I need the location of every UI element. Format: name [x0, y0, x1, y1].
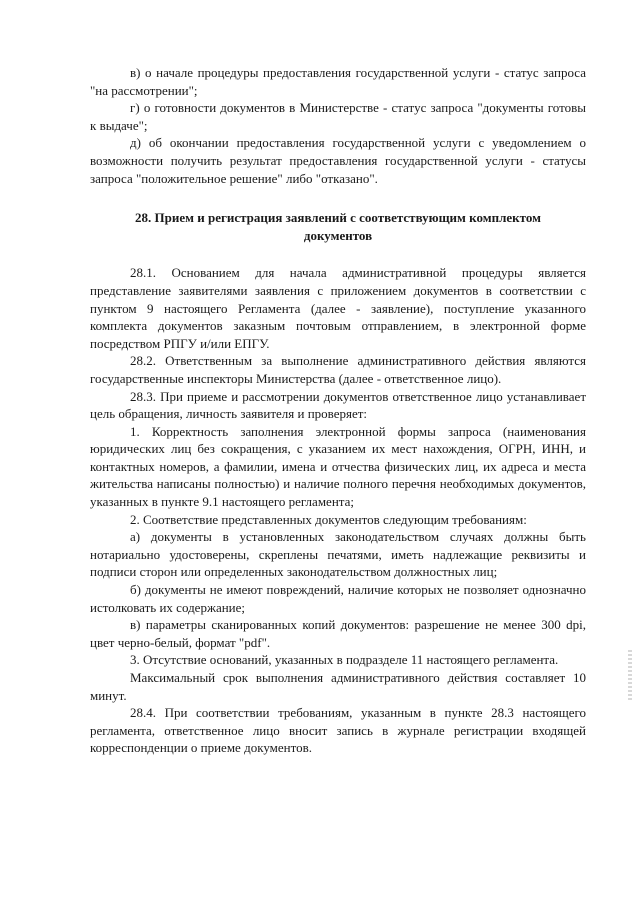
scan-margin-mark [628, 650, 632, 700]
paragraph-item-1: 1. Корректность заполнения электронной формы запроса (наименования юридических лиц без сокращения, с указанием их мест нахождения, ОГРН, ИНН, и контактных номеров, а фамилии, имена и отчества физических лиц, их адреса и места жительства написаны полностью) и наличие полного перечня необходимых документов, указанных в пункте 9.1 настоящего регламента; [90, 423, 586, 510]
paragraph-28-1: 28.1. Основанием для начала административной процедуры является представление заявителями заявления с приложением документов в соответствии с пунктом 9 настоящего Регламента (далее - заявление), поступление указанного комплекта документов заказным почтовым отправлением, в электронной форме посредством РПГУ и/или ЕПГУ. [90, 265, 586, 351]
paragraph-item-2v: в) параметры сканированных копий документов: разрешение не менее 300 dpi, цвет черно-белый, формат "pdf". [90, 617, 586, 650]
paragraph-28-4: 28.4. При соответствии требованиям, указанным в пункте 28.3 настоящего регламента, ответственное лицо вносит запись в журнале регистрации входящей корреспонденции о приеме документов. [90, 705, 586, 756]
paragraph-status-ready: г) о готовности документов в Министерстве - статус запроса "документы готовы к выдаче"; [90, 100, 586, 133]
paragraph-status-review: в) о начале процедуры предоставления государственной услуги - статус запроса "на рассмотрении"; [90, 65, 586, 98]
paragraph-item-2: 2. Соответствие представленных документов следующим требованиям: [130, 511, 527, 527]
section-title: 28. Прием и регистрация заявлений с соответствующим комплектом документов [135, 210, 541, 243]
paragraph-item-2b: б) документы не имеют повреждений, наличие которых не позволяет однозначно истолковать их содержание; [90, 582, 586, 615]
paragraph-status-final: д) об окончании предоставления государственной услуги с уведомлением о возможности получить результат предоставления государственной услуги - статусы запроса "положительное решение" либо "отказано". [90, 135, 586, 186]
paragraph-item-3: 3. Отсутствие оснований, указанных в подразделе 11 настоящего регламента. [130, 652, 559, 668]
paragraph-28-2: 28.2. Ответственным за выполнение административного действия являются государственные инспекторы Министерства (далее - ответственное лицо). [90, 353, 586, 386]
paragraph-max-time: Максимальный срок выполнения административного действия составляет 10 минут. [90, 670, 586, 703]
paragraph-item-2a: а) документы в установленных законодательством случаях должны быть нотариально удостоверены, скреплены печатями, иметь надлежащие реквизиты и подписи сторон или определенных законодательством должностных лиц; [90, 529, 586, 580]
paragraph-28-3: 28.3. При приеме и рассмотрении документов ответственное лицо устанавливает цель обращения, личность заявителя и проверяет: [90, 388, 586, 422]
